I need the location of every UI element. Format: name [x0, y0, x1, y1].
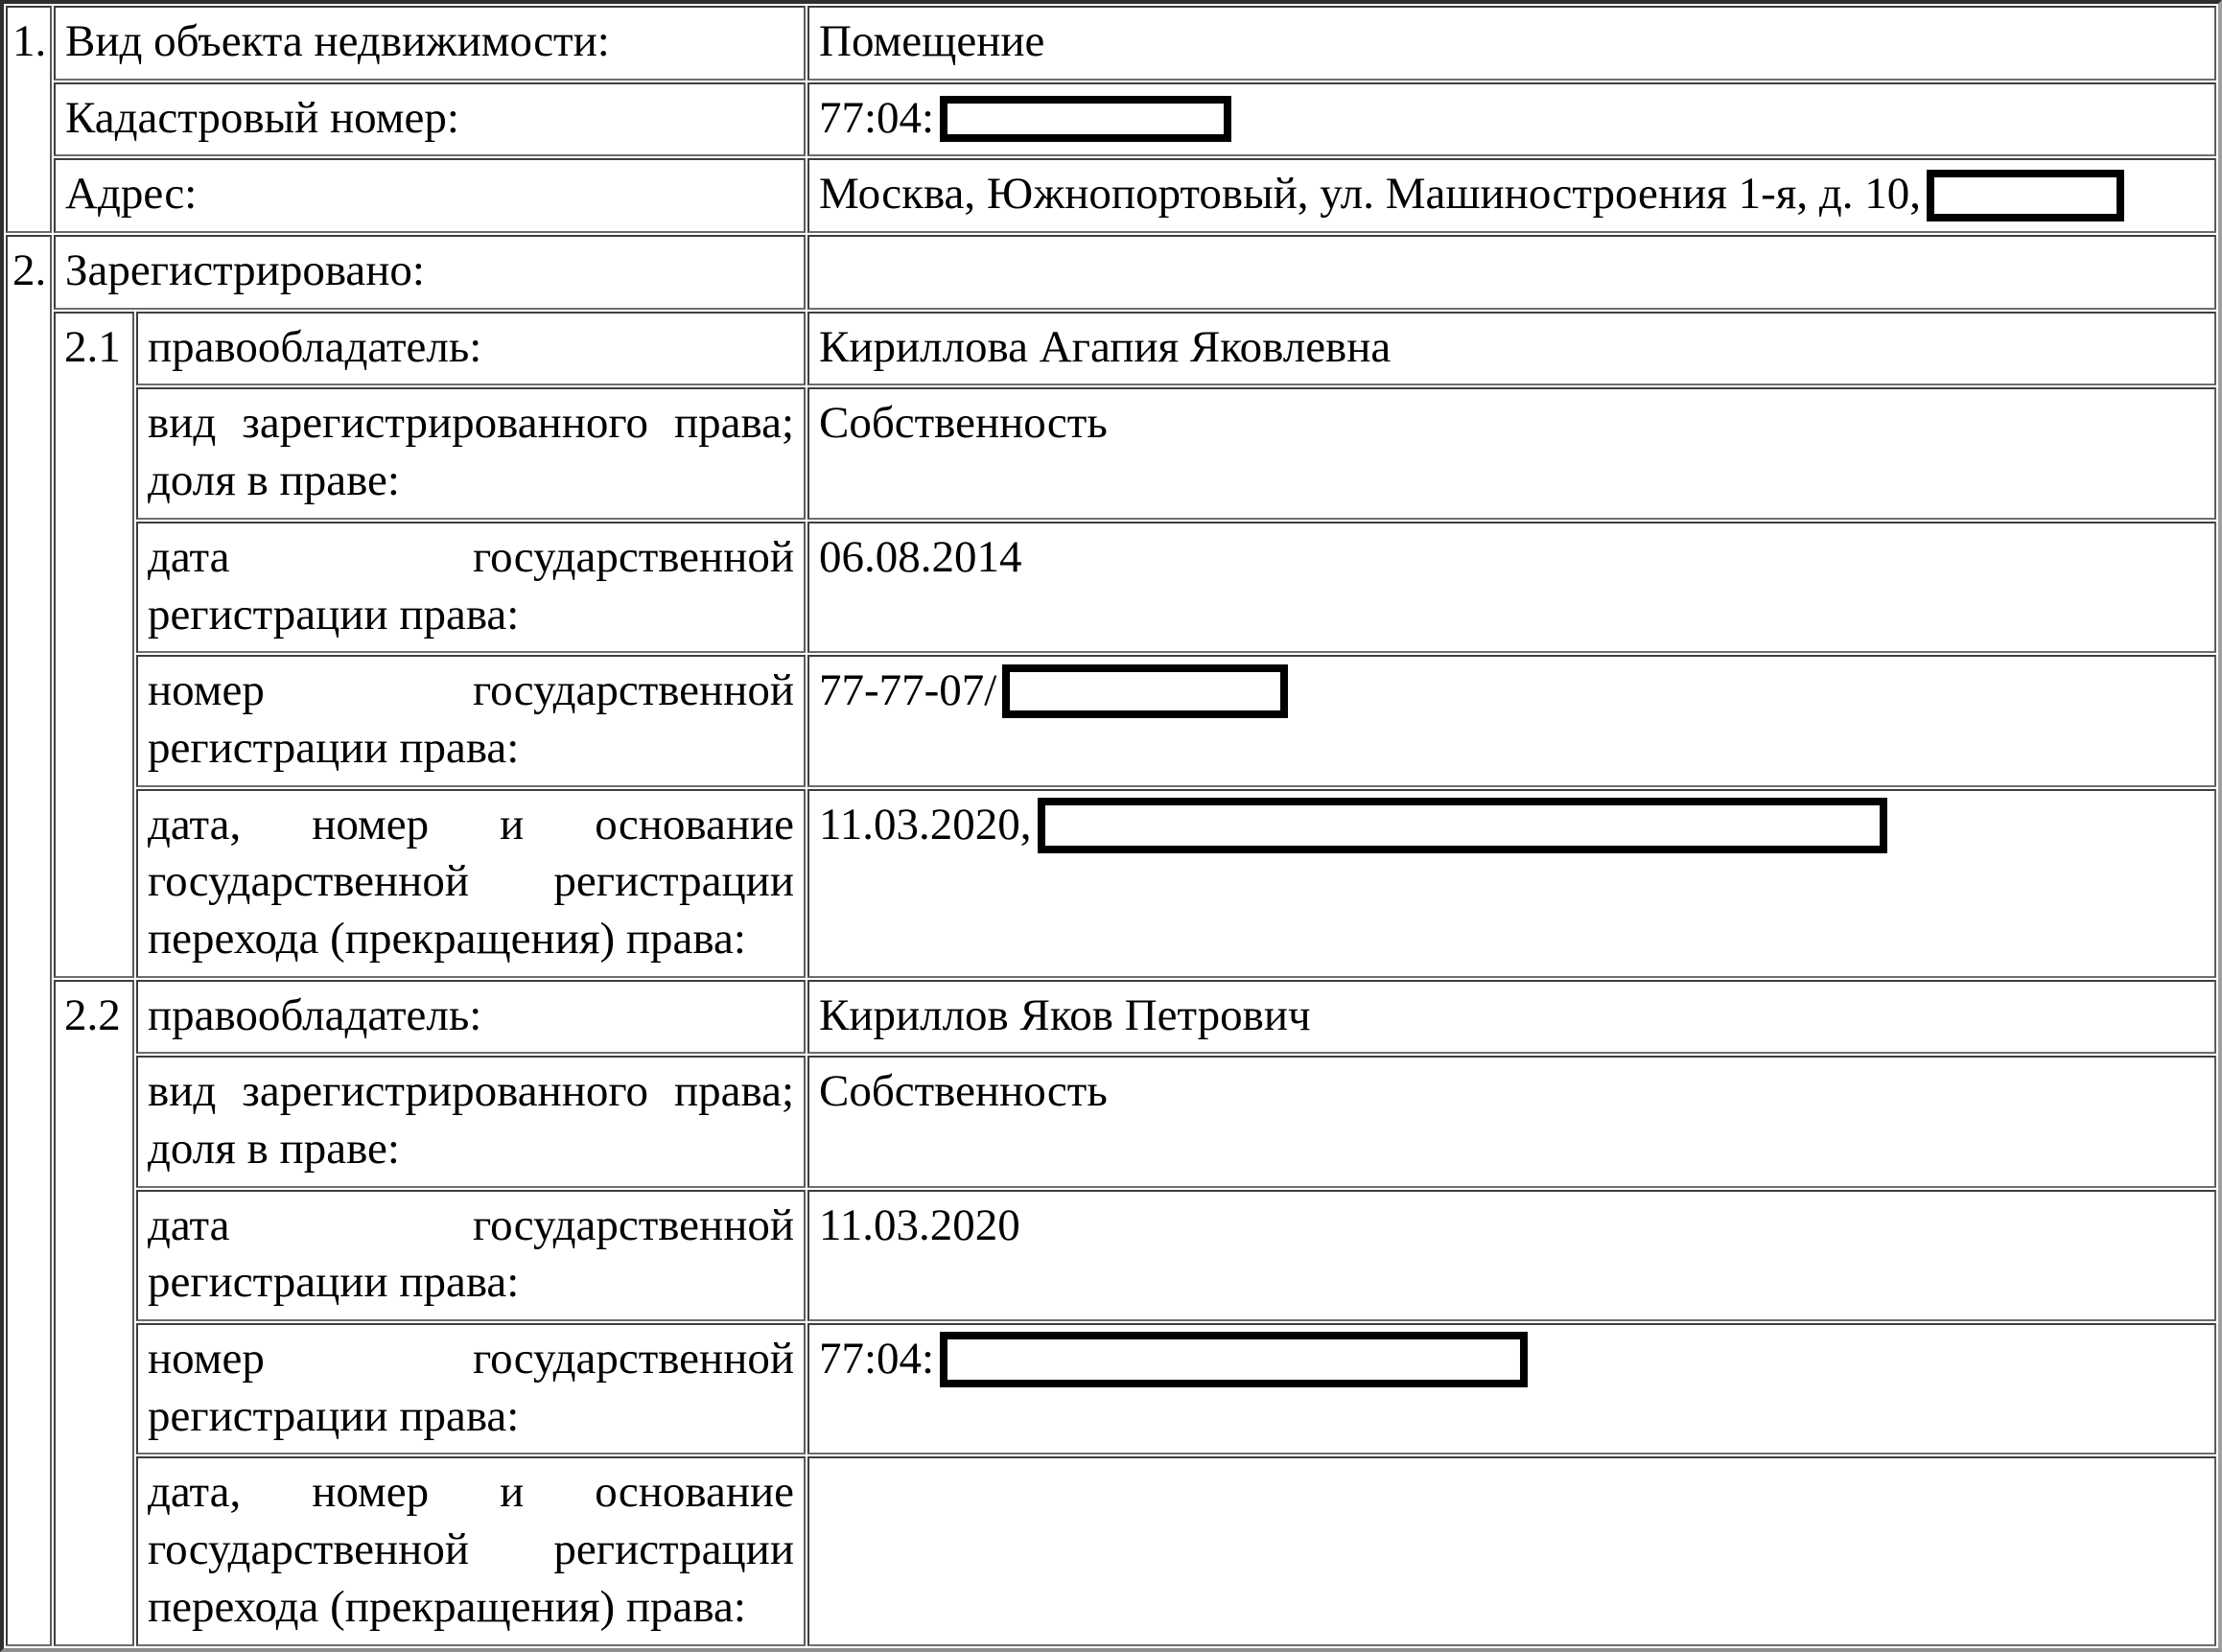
field-value-address	[807, 158, 2216, 233]
field-value-reg-number	[807, 1323, 2216, 1454]
redaction-box	[1927, 170, 2124, 221]
transfer-date-prefix: 11.03.2020,	[819, 799, 1032, 849]
table-row-transfer-2-1	[6, 789, 2216, 978]
table-row-reg-number-2-2	[6, 1323, 2216, 1454]
field-value-right-type: Собственность	[807, 1056, 2216, 1187]
table-row-address	[6, 158, 2216, 233]
field-value-right-type: Собственность	[807, 387, 2216, 519]
field-label-reg-date: дата государственной регистрации права:	[136, 522, 806, 653]
redaction-box	[1002, 664, 1288, 718]
section-number: 2.	[6, 235, 52, 1645]
table-row-reg-date-2-2	[6, 1190, 2216, 1321]
table-row-holder-2-1	[6, 312, 2216, 386]
field-label-transfer: дата, номер и основание государственной регистрации перехода (прекращения) права:	[136, 1456, 806, 1645]
field-value-rights-holder: Кириллов Яков Петрович	[807, 980, 2216, 1055]
cadastral-number-prefix: 77:04:	[819, 92, 935, 143]
field-label-address: Адрес:	[54, 158, 806, 233]
table-row-cadastral-number	[6, 82, 2216, 157]
field-label-rights-holder: правообладатель:	[136, 312, 806, 386]
table-row-transfer-2-2	[6, 1456, 2216, 1645]
field-label-reg-date: дата государственной регистрации права:	[136, 1190, 806, 1321]
field-value-rights-holder: Кириллова Агапия Яковлевна	[807, 312, 2216, 386]
field-label-rights-holder: правообладатель:	[136, 980, 806, 1055]
field-value-transfer	[807, 789, 2216, 978]
field-label-reg-number: номер государственной регистрации права:	[136, 1323, 806, 1454]
field-label-right-type: вид зарегистрированного права; доля в праве:	[136, 387, 806, 519]
field-value-reg-date: 11.03.2020	[807, 1190, 2216, 1321]
field-value-reg-date: 06.08.2014	[807, 522, 2216, 653]
reg-number-prefix: 77:04:	[819, 1334, 935, 1384]
field-value-reg-number	[807, 655, 2216, 786]
table-row-right-type-2-1	[6, 387, 2216, 519]
table-row-holder-2-2	[6, 980, 2216, 1055]
table-row-registered-header	[6, 235, 2216, 310]
field-label-reg-number: номер государственной регистрации права:	[136, 655, 806, 786]
reg-number-prefix: 77-77-07/	[819, 665, 997, 716]
field-value-registered	[807, 235, 2216, 310]
subsection-number-2-2: 2.2	[54, 980, 134, 1646]
table-row-reg-date-2-1	[6, 522, 2216, 653]
redaction-box	[940, 96, 1231, 142]
field-label-cadastral-number: Кадастровый номер:	[54, 82, 806, 157]
field-value-transfer	[807, 1456, 2216, 1645]
field-label-registered: Зарегистрировано:	[54, 235, 806, 310]
field-value-object-type: Помещение	[807, 6, 2216, 81]
field-value-cadastral-number	[807, 82, 2216, 157]
subsection-number-2-1: 2.1	[54, 312, 134, 978]
table-row-object-type	[6, 6, 2216, 81]
field-label-object-type: Вид объекта недвижимости:	[54, 6, 806, 81]
section-number: 1.	[6, 6, 52, 233]
redaction-box	[1038, 798, 1887, 853]
table-row-reg-number-2-1	[6, 655, 2216, 786]
field-label-transfer: дата, номер и основание государственной регистрации перехода (прекращения) права:	[136, 789, 806, 978]
table-row-right-type-2-2	[6, 1056, 2216, 1187]
redaction-box	[940, 1332, 1528, 1387]
address-prefix: Москва, Южнопортовый, ул. Машиностроения 1-я, д. 10,	[819, 169, 1922, 220]
field-label-right-type: вид зарегистрированного права; доля в праве:	[136, 1056, 806, 1187]
